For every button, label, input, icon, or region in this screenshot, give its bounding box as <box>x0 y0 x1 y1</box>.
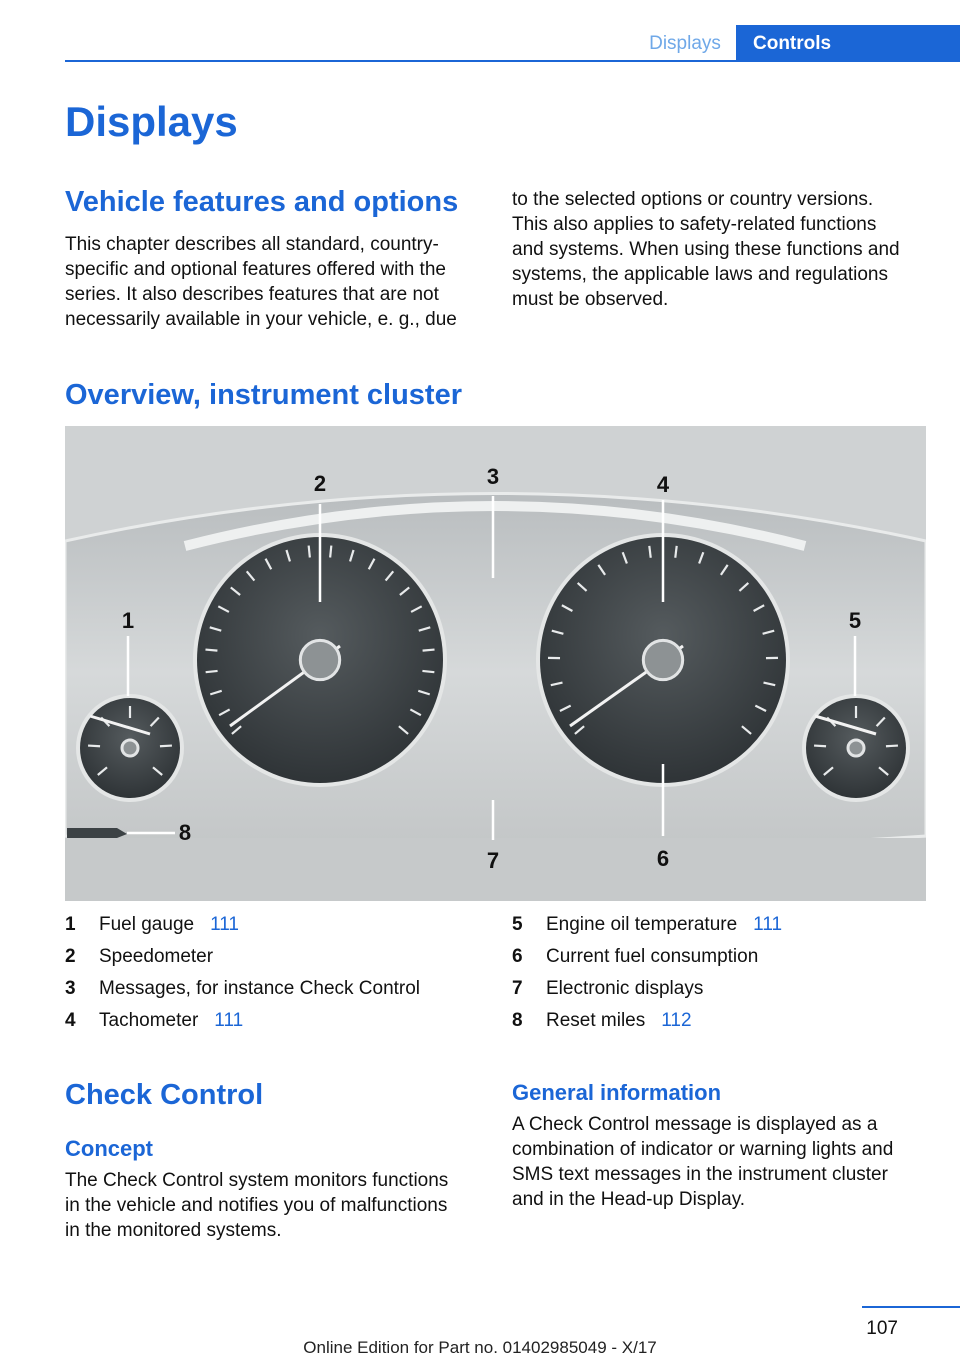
speedometer-tick <box>309 546 310 558</box>
header-tabs <box>634 25 960 62</box>
text-line: SMS text messages in the instrument cluster <box>512 1164 888 1185</box>
text-line: necessarily available in your vehicle, e. g., due <box>65 309 457 330</box>
header-rule <box>65 60 960 62</box>
legend-number: 5 <box>512 914 523 935</box>
features-paragraph-left <box>65 232 457 332</box>
speedometer-tick <box>422 671 434 672</box>
tab-controls[interactable]: Controls <box>736 25 960 62</box>
speedometer-tick <box>330 546 331 558</box>
general-paragraph <box>512 1112 893 1212</box>
fuel-gauge-hub <box>122 740 138 756</box>
text-line: and in the Head-up Display. <box>512 1189 746 1210</box>
legend-item-tachometer <box>65 1008 505 1040</box>
text-line: The Check Control system monitors functions <box>65 1170 449 1191</box>
page-reference-link[interactable]: 112 <box>661 1010 692 1031</box>
callout-label-1: 1 <box>121 608 135 633</box>
oil-temperature-gauge-tick <box>886 746 898 747</box>
heading-overview: Overview, instrument cluster <box>65 379 463 411</box>
legend-number: 7 <box>512 978 523 999</box>
callout-label-8: 8 <box>178 820 192 845</box>
callout-label-6: 6 <box>656 846 670 871</box>
speedometer-hub <box>300 640 339 679</box>
legend-item-fuel-gauge <box>65 912 505 944</box>
instrument-cluster-illustration <box>65 426 926 901</box>
legend-number: 2 <box>65 946 76 967</box>
legend-label: Messages, for instance Check Control <box>99 978 421 999</box>
reset-miles-button <box>67 828 127 838</box>
legend-item-speedometer <box>65 944 505 976</box>
concept-paragraph <box>65 1168 448 1243</box>
tab-displays[interactable]: Displays <box>649 33 721 54</box>
speedometer-tick <box>205 650 217 651</box>
heading-check-control: Check Control <box>65 1079 264 1111</box>
tachometer-tick <box>675 546 676 558</box>
legend-number: 3 <box>65 978 76 999</box>
legend-item-oil-temperature <box>512 912 952 944</box>
legend-right <box>512 912 952 1040</box>
fuel-gauge-tick <box>88 746 100 747</box>
callout-label-5: 5 <box>848 608 862 633</box>
edition-note: Online Edition for Part no. 01402985049 - X/17 <box>303 1338 657 1357</box>
speedometer-tick <box>423 650 435 651</box>
text-line: and systems. When using these functions and <box>512 239 900 260</box>
oil-temperature-gauge-hub <box>848 740 864 756</box>
legend-number: 1 <box>65 914 76 935</box>
tachometer-tick <box>649 546 650 558</box>
legend-label: Tachometer <box>99 1010 199 1031</box>
text-line: to the selected options or country versions. <box>512 189 874 210</box>
text-line: specific and optional features offered with the <box>65 259 446 280</box>
legend-number: 4 <box>65 1010 76 1031</box>
legend-label: Reset miles <box>546 1010 646 1031</box>
legend-item-fuel-consumption <box>512 944 952 976</box>
legend-label: Engine oil temperature <box>546 914 738 935</box>
page-reference-link[interactable]: 111 <box>210 914 239 935</box>
features-paragraph-right <box>512 187 900 312</box>
legend-label: Fuel gauge <box>99 914 195 935</box>
legend-label: Speedometer <box>99 946 214 967</box>
heading-concept: Concept <box>65 1136 153 1161</box>
page-title: Displays <box>65 98 238 145</box>
speedometer-tick <box>206 671 218 672</box>
legend-item-reset-miles <box>512 1008 952 1040</box>
heading-general-information: General information <box>512 1080 722 1105</box>
oil-temperature-gauge-tick <box>814 746 826 747</box>
page-reference-link[interactable]: 111 <box>753 914 783 935</box>
text-line: A Check Control message is displayed as a <box>512 1114 878 1135</box>
text-line: This chapter describes all standard, country- <box>65 234 439 255</box>
callout-label-2: 2 <box>313 471 327 496</box>
footer-rule <box>862 1306 960 1308</box>
legend-label: Current fuel consumption <box>546 946 759 967</box>
legend-left <box>65 912 505 1040</box>
legend-item-messages <box>65 976 505 1008</box>
tachometer-hub <box>643 640 682 679</box>
text-line: in the vehicle and notifies you of malfunctions <box>65 1195 448 1216</box>
text-line: in the monitored systems. <box>65 1220 282 1241</box>
page-number: 107 <box>866 1318 898 1339</box>
text-line: combination of indicator or warning lights and <box>512 1139 894 1160</box>
legend-number: 6 <box>512 946 523 967</box>
text-line: series. It also describes features that are not <box>65 284 439 305</box>
text-line: systems, the applicable laws and regulations <box>512 264 888 285</box>
legend-number: 8 <box>512 1010 523 1031</box>
page-reference-link[interactable]: 111 <box>214 1010 244 1031</box>
callout-label-4: 4 <box>656 472 670 497</box>
heading-vehicle-features: Vehicle features and options <box>65 186 459 218</box>
text-line: This also applies to safety-related functions <box>512 214 877 235</box>
callout-label-3: 3 <box>486 464 500 489</box>
legend-label: Electronic displays <box>546 978 704 999</box>
callout-label-7: 7 <box>486 848 500 873</box>
fuel-gauge-tick <box>160 746 172 747</box>
instrument-cluster-figure <box>65 426 926 901</box>
legend-item-electronic-displays <box>512 976 952 1008</box>
text-line: must be observed. <box>512 289 669 310</box>
